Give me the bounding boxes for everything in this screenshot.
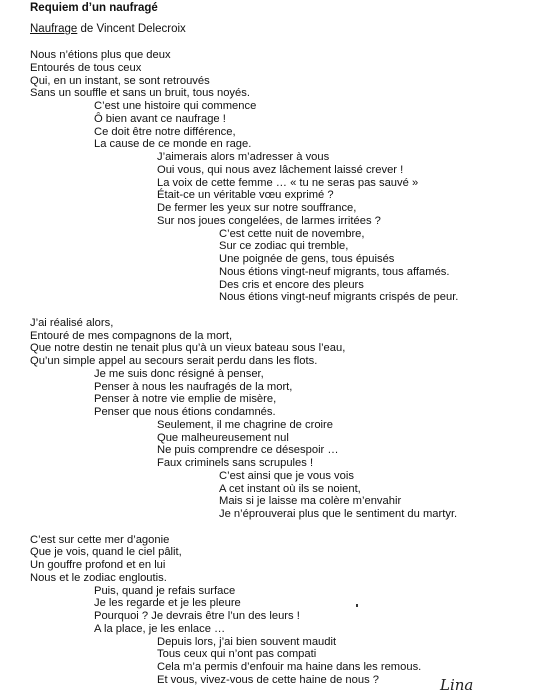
poem-line: Ce doit être notre différence, [94,125,236,138]
poem-line: La cause de ce monde en rage. [94,138,252,151]
poem-line: A cet instant où ils se noient, [219,482,361,495]
poem-line: Depuis lors, j’ai bien souvent maudit [157,635,337,648]
poem-line: Sans un souffle et sans un bruit, tous noyés. [30,87,250,100]
poem-line: Nous n’étions plus que deux [30,49,171,61]
stray-mark [356,604,358,607]
poem-line: Penser à nous les naufragés de la mort, [94,380,293,393]
poem-line: Entourés de tous ceux [30,61,142,74]
poem-line: Cela m’a permis d’enfouir ma haine dans les remous. [157,661,422,673]
poem-line: Et vous, vivez-vous de cette haine de nous ? [157,673,380,686]
poem-title: Requiem d’un naufragé [30,2,158,14]
poem-line: Nous étions vingt-neuf migrants crispés de peur. [219,291,459,304]
poem-line: Entouré de mes compagnons de la mort, [30,329,233,342]
poem-line: Nous étions vingt-neuf migrants, tous affamés. [219,265,450,278]
poem-line: Sur nos joues congelées, de larmes irritées ? [157,214,381,227]
poem-line: Pourquoi ? Je devrais être l’un des leurs ! [94,610,300,622]
poem-line: Je n’éprouverai plus que le sentiment du martyr. [219,508,458,520]
poem-line: C’est sur cette mer d’agonie [30,533,170,546]
poem-line: Que je vois, quand le ciel pâlit, [30,546,182,559]
poem-line: Tous ceux qui n’ont pas compati [157,648,317,661]
poem-line: Était-ce un véritable vœu exprimé ? [157,189,334,202]
poem-line: De fermer les yeux sur notre souffrance, [157,202,357,214]
stanza [0,49,534,304]
poem-line: C’est une histoire qui commence [94,100,257,112]
poem-line: Penser à notre vie emplie de misère, [94,393,277,406]
poem-line: Une poignée de gens, tous épuisés [219,253,395,265]
poem-subtitle [30,23,186,35]
poem-line: Nous et le zodiac engloutis. [30,571,167,584]
poem-line: Ne puis comprendre ce désespoir … [157,444,339,457]
stanza [0,534,534,687]
poem-body [0,49,534,687]
poem-line: Puis, quand je refais surface [94,584,236,597]
poem-line: Penser que nous étions condamnés. [94,406,276,418]
poem-line: Je me suis donc résigné à penser, [94,367,264,380]
poem-line: Qu’un simple appel au secours serait perdu dans les flots. [30,355,318,367]
handwritten-signature: Lina [440,676,474,694]
poem-line: C’est cette nuit de novembre, [219,227,365,240]
poem-line: J’ai réalisé alors, [30,316,114,329]
stanza-break [0,304,534,317]
poem-line: C’est ainsi que je vous vois [219,469,354,482]
poem-line: Que notre destin ne tenait plus qu’à un vieux bateau sous l’eau, [30,342,346,355]
stanza [0,317,534,521]
poem-line: Je les regarde et je les pleure [94,597,241,610]
poem-line: Seulement, il me chagrine de croire [157,418,333,431]
poem-line: Ô bien avant ce naufrage ! [94,112,226,125]
source-author: de Vincent Delecroix [77,23,186,35]
source-work-title: Naufrage [30,23,78,35]
poem-line: Des cris et encore des pleurs [219,278,364,291]
poem-line: A la place, je les enlace … [94,622,226,635]
poem-line: Un gouffre profond et en lui [30,559,166,571]
poem-line: Oui vous, qui nous avez lâchement laissé crever ! [157,163,404,176]
poem-line: Que malheureusement nul [157,431,289,444]
poem-line: Faux criminels sans scrupules ! [157,457,314,469]
stanza-break [0,521,534,534]
poem-line: La voix de cette femme … « tu ne seras pas sauvé » [157,176,419,189]
poem-line: J’aimerais alors m’adresser à vous [157,151,330,163]
poem-line: Qui, en un instant, se sont retrouvés [30,74,210,87]
poem-line: Sur ce zodiac qui tremble, [219,240,349,253]
poem-line: Mais si je laisse ma colère m’envahir [219,495,402,508]
